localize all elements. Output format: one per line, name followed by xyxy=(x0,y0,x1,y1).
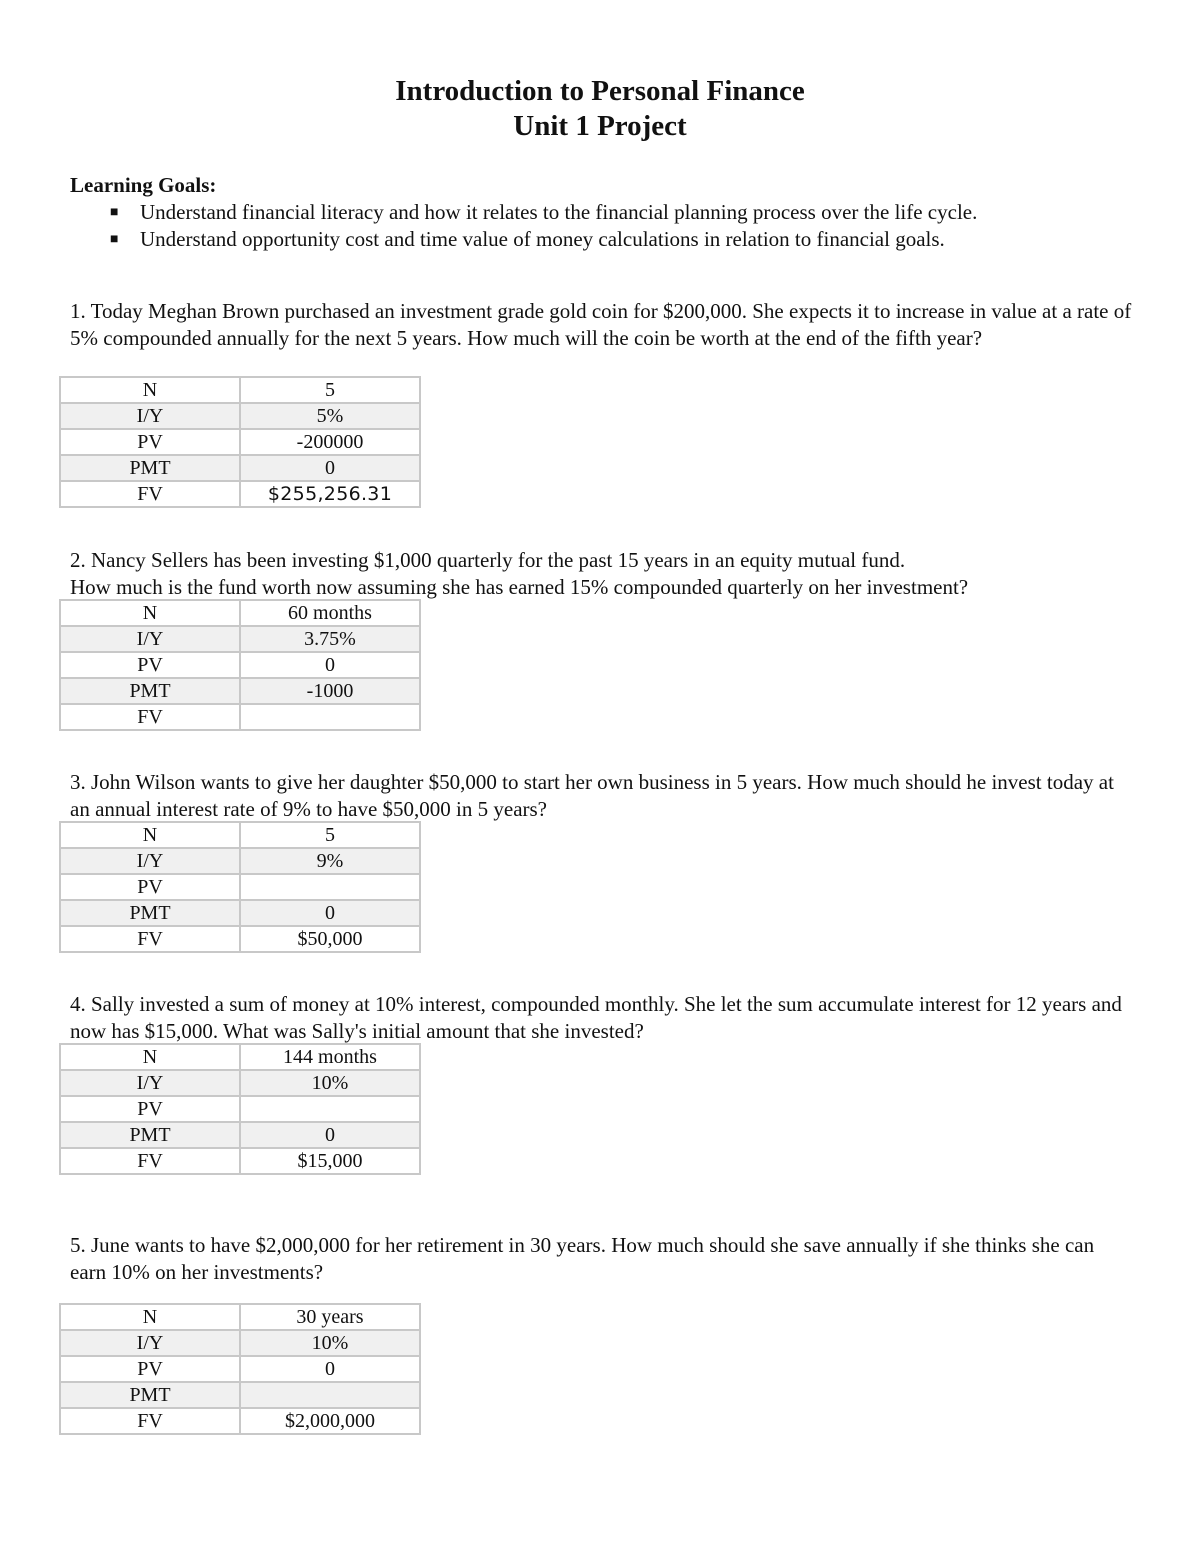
table-row xyxy=(60,678,420,704)
table-row xyxy=(60,1044,420,1070)
question-2-table xyxy=(59,599,421,731)
row-value xyxy=(240,874,420,900)
table-row xyxy=(60,1408,420,1434)
learning-goal-item: ■ Understand financial literacy and how it relates to the financial planning process over the life cycle. xyxy=(110,200,978,224)
table-row xyxy=(60,900,420,926)
row-label: N xyxy=(60,822,240,848)
document-title xyxy=(70,74,1130,144)
row-value: $15,000 xyxy=(240,1148,420,1174)
row-label: FV xyxy=(60,704,240,730)
table-row xyxy=(60,626,420,652)
row-value: 0 xyxy=(240,455,420,481)
table-row xyxy=(60,874,420,900)
row-value: 30 years xyxy=(240,1304,420,1330)
row-label: PV xyxy=(60,652,240,678)
row-label: N xyxy=(60,1044,240,1070)
row-value: 3.75% xyxy=(240,626,420,652)
question-2-text xyxy=(70,547,1135,601)
row-label: PMT xyxy=(60,455,240,481)
row-label: I/Y xyxy=(60,848,240,874)
row-label: I/Y xyxy=(60,1330,240,1356)
row-label: PV xyxy=(60,1356,240,1382)
row-value: $50,000 xyxy=(240,926,420,952)
row-label: I/Y xyxy=(60,403,240,429)
row-label: PV xyxy=(60,429,240,455)
question-4-table xyxy=(59,1043,421,1175)
row-label: PMT xyxy=(60,678,240,704)
question-3-table xyxy=(59,821,421,953)
question-4-text: 4. Sally invested a sum of money at 10% interest, compounded monthly. She let the sum accumulate interest for 12 years and now has $15,000. What was Sally's initial amount that she invested? xyxy=(70,992,1122,1043)
row-value: -1000 xyxy=(240,678,420,704)
question-5-table xyxy=(59,1303,421,1435)
table-row xyxy=(60,600,420,626)
table-row xyxy=(60,377,420,403)
question-1-table xyxy=(59,376,421,508)
table-row xyxy=(60,822,420,848)
row-label: N xyxy=(60,600,240,626)
row-label: I/Y xyxy=(60,626,240,652)
row-value xyxy=(240,1382,420,1408)
learning-goal-item: ■ Understand opportunity cost and time value of money calculations in relation to financial goals. xyxy=(110,227,945,251)
table-row xyxy=(60,429,420,455)
row-label: PMT xyxy=(60,1122,240,1148)
row-value: 9% xyxy=(240,848,420,874)
question-1-text: 1. Today Meghan Brown purchased an investment grade gold coin for $200,000. She expects it to increase in value at a rate of 5% compounded annually for the next 5 years. How much will the coin be worth at the end of the fifth year? xyxy=(70,299,1132,350)
row-value: 144 months xyxy=(240,1044,420,1070)
learning-goals-list xyxy=(70,199,1130,253)
square-bullet-icon: ■ xyxy=(110,232,119,247)
row-value: 5% xyxy=(240,403,420,429)
table-row xyxy=(60,1382,420,1408)
title-line-2: Unit 1 Project xyxy=(513,110,687,142)
table-row xyxy=(60,848,420,874)
table-row xyxy=(60,1148,420,1174)
row-value: 0 xyxy=(240,900,420,926)
question-2-line-1: 2. Nancy Sellers has been investing $1,000 quarterly for the past 15 years in an equity mutual fund. xyxy=(70,548,906,572)
row-label: FV xyxy=(60,1408,240,1434)
table-row xyxy=(60,1356,420,1382)
row-value: -200000 xyxy=(240,429,420,455)
table-row xyxy=(60,403,420,429)
row-value: 5 xyxy=(240,377,420,403)
row-value: $255,256.31 xyxy=(240,481,420,507)
table-row xyxy=(60,704,420,730)
row-value: 5 xyxy=(240,822,420,848)
row-value: 10% xyxy=(240,1330,420,1356)
table-row xyxy=(60,1070,420,1096)
row-value xyxy=(240,1096,420,1122)
table-row xyxy=(60,652,420,678)
row-label: PV xyxy=(60,874,240,900)
row-value: 60 months xyxy=(240,600,420,626)
row-value: 0 xyxy=(240,1356,420,1382)
row-value: 0 xyxy=(240,652,420,678)
row-label: I/Y xyxy=(60,1070,240,1096)
row-label: PMT xyxy=(60,1382,240,1408)
table-row xyxy=(60,1304,420,1330)
square-bullet-icon: ■ xyxy=(110,205,119,220)
row-label: PMT xyxy=(60,900,240,926)
title-line-1: Introduction to Personal Finance xyxy=(395,75,805,107)
row-label: PV xyxy=(60,1096,240,1122)
row-label: FV xyxy=(60,481,240,507)
table-row xyxy=(60,1122,420,1148)
question-5-text: 5. June wants to have $2,000,000 for her retirement in 30 years. How much should she save annually if she thinks she can earn 10% on her investments? xyxy=(70,1233,1095,1284)
row-value: 0 xyxy=(240,1122,420,1148)
learning-goals-heading: Learning Goals: xyxy=(70,173,217,197)
table-row xyxy=(60,455,420,481)
row-label: N xyxy=(60,377,240,403)
question-3-text: 3. John Wilson wants to give her daughter $50,000 to start her own business in 5 years. How much should he invest today at an annual interest rate of 9% to have $50,000 in 5 years? xyxy=(70,770,1114,821)
learning-goals xyxy=(70,172,1130,253)
row-label: N xyxy=(60,1304,240,1330)
row-label: FV xyxy=(60,1148,240,1174)
table-row xyxy=(60,1330,420,1356)
row-value xyxy=(240,704,420,730)
table-row xyxy=(60,1096,420,1122)
question-2-line-2: How much is the fund worth now assuming she has earned 15% compounded quarterly on her investment? xyxy=(70,575,969,599)
row-value: 10% xyxy=(240,1070,420,1096)
table-row xyxy=(60,481,420,507)
row-label: FV xyxy=(60,926,240,952)
row-value: $2,000,000 xyxy=(240,1408,420,1434)
table-row xyxy=(60,926,420,952)
